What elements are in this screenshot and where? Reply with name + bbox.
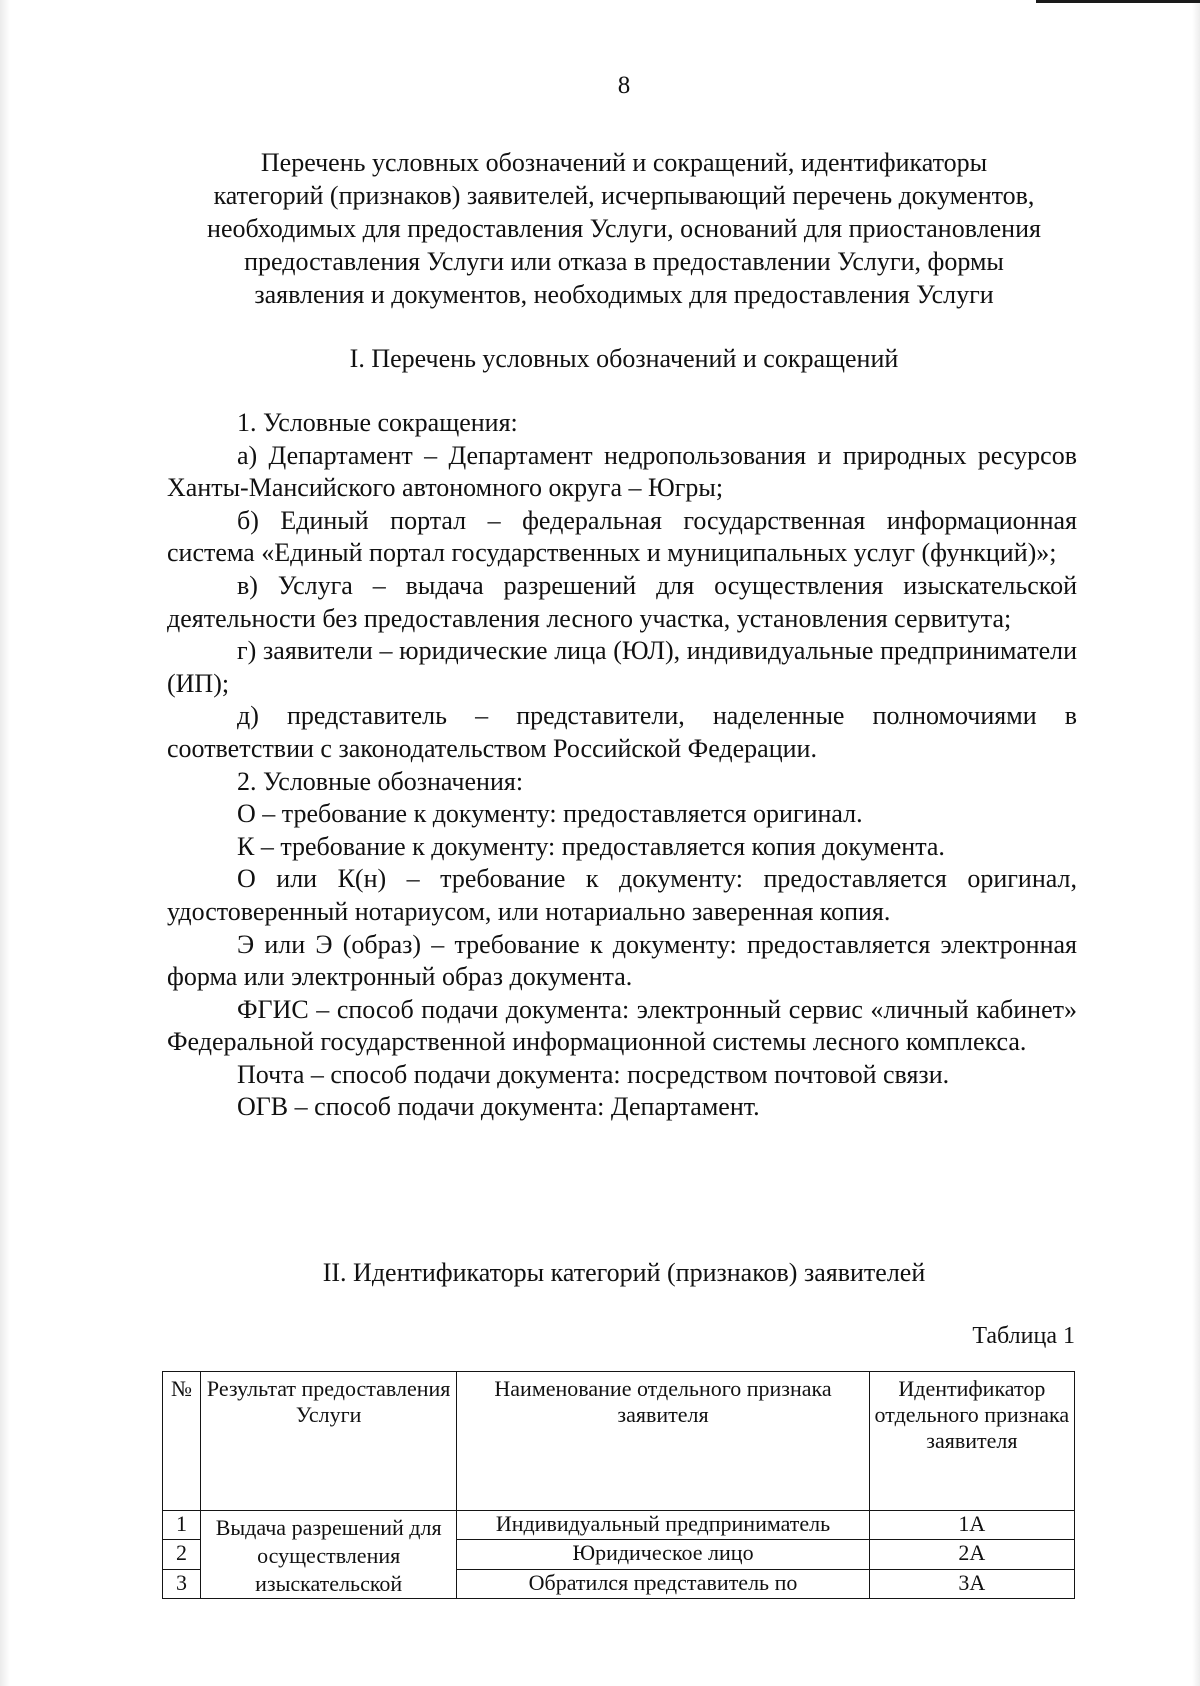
table-caption: Таблица 1 bbox=[972, 1323, 1075, 1349]
title-line: категорий (признаков) заявителей, исчерпывающий перечень документов, bbox=[213, 181, 1035, 210]
title-line: предоставления Услуги или отказа в предоставлении Услуги, формы bbox=[244, 247, 1004, 276]
category-id: 1А bbox=[869, 1511, 1074, 1540]
row-number: 3 bbox=[163, 1569, 201, 1598]
paragraph: ФГИС – способ подачи документа: электронный сервис «личный кабинет» Федеральной государственной информационной системы лесного комплекса. bbox=[167, 994, 1077, 1057]
title-line: необходимых для предоставления Услуги, оснований для приостановления bbox=[207, 214, 1041, 243]
document-title bbox=[160, 146, 1088, 311]
category-id: 3А bbox=[869, 1569, 1074, 1598]
paragraph: 1. Условные сокращения: bbox=[237, 408, 518, 437]
paragraph: К – требование к документу: предоставляется копия документа. bbox=[237, 831, 945, 861]
table-row bbox=[163, 1511, 1075, 1540]
row-number: 2 bbox=[163, 1540, 201, 1569]
paragraph: О или К(н) – требование к документу: предоставляется оригинал, удостоверенный нотариусом, или нотариально заверенная копия. bbox=[167, 864, 1077, 926]
header-number: № bbox=[163, 1372, 201, 1511]
table-header-row bbox=[163, 1372, 1075, 1511]
header-category-name: Наименование отдельного признака заявителя bbox=[457, 1372, 869, 1511]
scan-edge-right bbox=[1192, 0, 1200, 1686]
title-line: заявления и документов, необходимых для предоставления Услуги bbox=[254, 280, 994, 309]
category-name: Индивидуальный предприниматель bbox=[457, 1511, 869, 1540]
section-heading-1: I. Перечень условных обозначений и сокращений bbox=[349, 344, 899, 373]
result-cell: Выдача разрешений для осуществления изыскательской bbox=[201, 1511, 457, 1599]
title-line: Перечень условных обозначений и сокращений, идентификаторы bbox=[260, 148, 988, 177]
page-number: 8 bbox=[617, 72, 631, 99]
abbreviations-body bbox=[167, 407, 1077, 1124]
paragraph: 2. Условные обозначения: bbox=[237, 766, 524, 796]
paragraph: г) заявители – юридические лица (ЮЛ), индивидуальные предприниматели (ИП); bbox=[167, 636, 1077, 698]
paragraph: б) Единый портал – федеральная государственная информационная система «Единый портал государственных и муниципальных услуг (функций)»; bbox=[167, 505, 1077, 568]
paragraph: в) Услуга – выдача разрешений для осуществления изыскательской деятельности без предоставления лесного участка, установления сервитута; bbox=[167, 570, 1077, 633]
header-result: Результат предоставления Услуги bbox=[201, 1372, 457, 1511]
row-number: 1 bbox=[163, 1511, 201, 1540]
paragraph: Почта – способ подачи документа: посредством почтовой связи. bbox=[237, 1059, 950, 1089]
top-rule bbox=[1036, 0, 1200, 3]
applicant-categories-table bbox=[162, 1371, 1075, 1599]
category-name: Юридическое лицо bbox=[457, 1540, 869, 1569]
paragraph: д) представитель – представители, наделенные полномочиями в соответствии с законодательством Российской Федерации. bbox=[167, 701, 1077, 763]
paragraph: О – требование к документу: предоставляется оригинал. bbox=[237, 799, 863, 829]
paragraph: ОГВ – способ подачи документа: Департамент. bbox=[237, 1092, 760, 1122]
header-identifier: Идентификатор отдельного признака заявителя bbox=[869, 1372, 1074, 1511]
category-id: 2А bbox=[869, 1540, 1074, 1569]
section-heading-2: II. Идентификаторы категорий (признаков) заявителей bbox=[322, 1258, 926, 1287]
scan-edge-left bbox=[0, 0, 10, 1686]
paragraph: Э или Э (образ) – требование к документу: предоставляется электронная форма или электронный образ документа. bbox=[167, 929, 1077, 992]
category-name: Обратился представитель по bbox=[457, 1569, 869, 1598]
paragraph: а) Департамент – Департамент недропользования и природных ресурсов Ханты-Мансийского автономного округа – Югры; bbox=[167, 440, 1077, 503]
